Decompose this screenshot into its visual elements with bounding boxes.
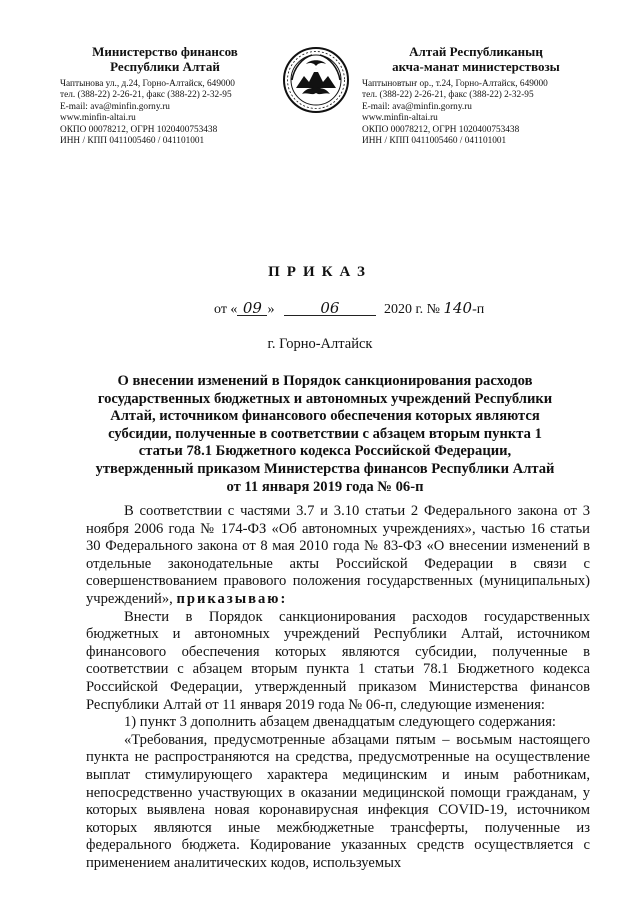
inn-alt: ИНН / КПП 0411005460 / 041101001 <box>362 136 507 147</box>
paragraph-3: 1) пункт 3 дополнить абзацем двенадцатым следующего содержания: <box>124 714 556 731</box>
city: г. Горно-Алтайск <box>267 336 373 352</box>
header-right <box>362 44 590 147</box>
date-day: 09 <box>237 302 267 316</box>
website-ru: www.minfin-altai.ru <box>60 113 136 124</box>
document-title: ПРИКАЗ <box>268 264 372 280</box>
website-alt: www.minfin-altai.ru <box>362 113 438 124</box>
inn-ru: ИНН / КПП 0411005460 / 041101001 <box>60 136 205 147</box>
date-year: 2020 г. № <box>383 302 440 317</box>
email-alt: E-mail: ava@minfin.gorny.ru <box>362 101 472 112</box>
ministry-name-alt-line2: акча-манат министерствозы <box>392 59 560 74</box>
paragraph-1-command: приказываю: <box>176 590 288 607</box>
okpo-ru: ОКПО 00078212, ОГРН 1020400753438 <box>60 124 218 135</box>
phone-ru: тел. (388-22) 2-26-21, факс (388-22) 2-32-95 <box>60 90 232 101</box>
paragraph-2: Внести в Порядок санкционирования расходов государственных бюджетных и автономных учреждений Республики Алтай, источником финансового обеспечения которых являются субсидии, полученные в соответствии с абзацем вторым пункта 1 статьи 78.1 Бюджетного кодекса Российской Федерации, утвержденный приказом Министерства финансов Республики Алтай от 11 января 2019 года № 06-п, следующие изменения: <box>86 608 590 713</box>
order-number-suffix: -п <box>472 302 485 317</box>
ministry-name-ru-line2: Республики Алтай <box>110 59 220 74</box>
date-month: 06 <box>284 302 376 316</box>
coat-of-arms-icon <box>282 46 350 114</box>
address-ru: Чаптынова ул., д.24, Горно-Алтайск, 649000 <box>60 79 235 89</box>
paragraph-1 <box>86 503 590 609</box>
ministry-name-ru-line1: Министерство финансов <box>92 44 238 59</box>
paragraph-1-text: В соответствии с частями 3.7 и 3.10 статьи 2 Федерального закона от 3 ноября 2006 года № 174-ФЗ «Об автономных учреждениях», частью 16 статьи 30 Федерального закона от 8 мая 2010 года № 83-ФЗ «О внесении изменений в отдельные законодательные акты Российской Федерации в связи с совершенствованием правового положения государственных (муниципальных) учреждений», <box>86 503 590 607</box>
order-number: 140 <box>443 299 473 317</box>
phone-alt: тел. (388-22) 2-26-21, факс (388-22) 2-32-95 <box>362 90 534 101</box>
document-body <box>86 503 590 872</box>
date-prefix: от « <box>214 302 238 317</box>
paragraph-4: «Требования, предусмотренные абзацами пятым – восьмым настоящего пункта не распространяются на средства, предусмотренные на осуществление выплат стимулирующего характера медицинским и иным работникам, непосредственно участвующих в оказании медицинской помощи гражданам, у которых выявлена новая коронавирусная инфекция COVID-19, источником которых являются иные межбюджетные трансферты, полученные из федерального бюджета. Кодирование указанных средств осуществляется с применением аналитических кодов, используемых <box>86 731 590 871</box>
order-subject: О внесении изменений в Порядок санкционирования расходов государственных бюджетных и автономных учреждений Республики Алтай, источником финансового обеспечения которых являются субсидии, полученные в соответствии с абзацем вторым пункта 1 статьи 78.1 Бюджетного кодекса Российской Федерации, утвержденный приказом Министерства финансов Республики Алтай от 11 января 2019 года № 06-п <box>95 373 555 495</box>
email-ru: E-mail: ava@minfin.gorny.ru <box>60 101 170 112</box>
ministry-name-alt-line1: Алтай Республиканың <box>409 44 543 59</box>
date-separator: » <box>267 302 275 317</box>
header-left <box>60 44 270 147</box>
order-date-line <box>214 299 484 318</box>
address-alt: Чаптыновтыҥ ор., т.24, Горно-Алтайск, 649000 <box>362 79 548 89</box>
okpo-alt: ОКПО 00078212, ОГРН 1020400753438 <box>362 124 520 135</box>
